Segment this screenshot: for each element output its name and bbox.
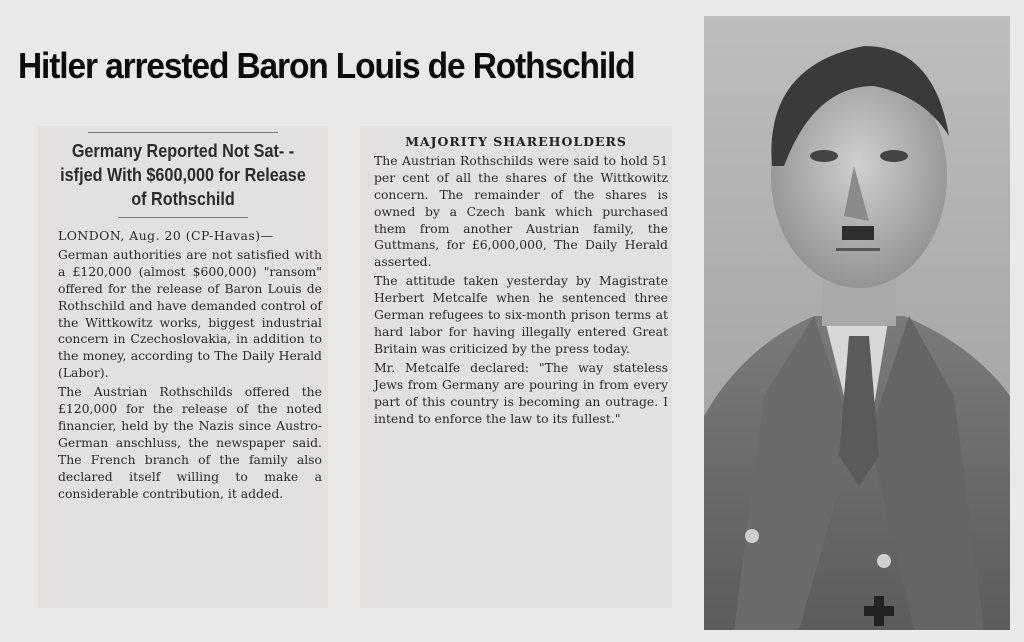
article-paragraph: The Austrian Rothschilds were said to hold 51 per cent of all the shares of the Wittkowitz concern. The remainder of the shares is owned by a Czech bank which purchased them from another Austrian family, the Guttmans, for £6,000,000, The Daily Herald asserted. [374, 152, 668, 270]
portrait-illustration [704, 16, 1010, 630]
dateline: LONDON, Aug. 20 (CP-Havas)— [58, 228, 274, 243]
headline: Hitler arrested Baron Louis de Rothschild [18, 45, 635, 86]
subheadline: Germany Reported Not Sat- - isfjed With $600,000 for Release of Rothschild [60, 141, 306, 209]
section-heading: MAJORITY SHAREHOLDERS [405, 134, 627, 149]
article-paragraph: German authorities are not satisfied with a £120,000 (almost $600,000) "ransom" offered for the release of Baron Louis de Rothschild and have demanded control of the Wittkowitz works, biggest industrial concern in Czechoslovakia, in addition to the money, according to The Daily Herald (Labor). [58, 246, 322, 381]
article-paragraph: The attitude taken yesterday by Magistrate Herbert Metcalfe when he sentenced three German refugees to six-month prison terms at hard labor for having illegally entered Great Britain was criticized by the press today. [374, 273, 668, 356]
article-paragraph: The Austrian Rothschilds offered the £120,000 for the release of the noted financier, held by the Nazis since Austro-German anschluss, the newspaper said. The French branch of the family also declared itself willing to make a considerable contribution, it added. [58, 384, 322, 501]
clipping-left-column [38, 126, 328, 608]
article-paragraph: Mr. Metcalfe declared: "The way stateless Jews from Germany are pouring in from every part of this country is becoming an outrage. I intend to enforce the law to its fullest." [374, 359, 668, 426]
clipping-right-column [360, 126, 672, 608]
portrait-photo-icon [704, 16, 1010, 630]
